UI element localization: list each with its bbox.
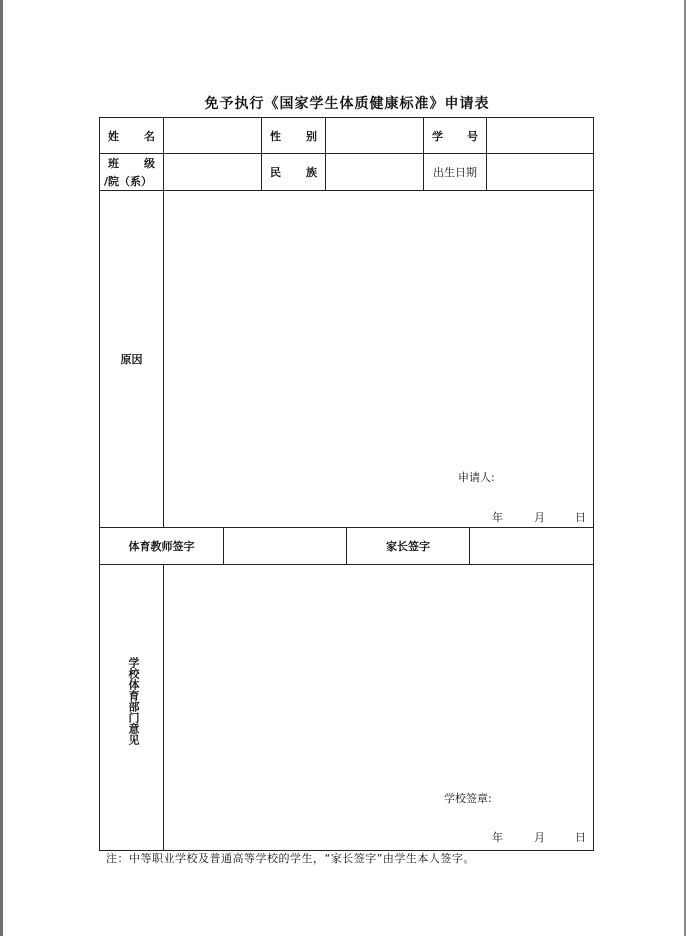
- gender-field[interactable]: [326, 118, 423, 153]
- reason-field[interactable]: [164, 191, 593, 527]
- school-date-day: 日: [575, 831, 586, 844]
- gender-label-char2: 别: [306, 129, 317, 143]
- student-id-field[interactable]: [487, 118, 593, 153]
- name-label-char2: 名: [144, 129, 155, 143]
- parent-signature-label: 家长签字: [386, 540, 430, 553]
- reason-date-month: 月: [534, 511, 545, 524]
- ethnicity-label: [262, 154, 325, 190]
- reason-date-day: 日: [575, 511, 586, 524]
- reason-date-year: 年: [492, 511, 503, 524]
- gender-label-char1: 性: [270, 129, 281, 143]
- footnote: 注：中等职业学校及普通高等学校的学生，“家长签字”由学生本人签字。: [106, 852, 475, 865]
- class-label: [100, 154, 163, 190]
- student-id-label-char1: 学: [432, 129, 443, 143]
- student-id-label-char2: 号: [467, 129, 478, 143]
- class-label-char2: 级: [144, 157, 155, 170]
- school-date-year: 年: [492, 831, 503, 844]
- pe-teacher-signature-field[interactable]: [224, 528, 346, 564]
- ethnicity-label-char1: 民: [270, 166, 281, 179]
- birth-date-field[interactable]: [487, 154, 593, 190]
- class-label-char1: 班: [108, 157, 119, 170]
- school-seal-label: 学校签章:: [444, 792, 492, 805]
- student-id-label: [424, 118, 486, 153]
- department-label: /院（系）: [104, 175, 153, 188]
- name-field[interactable]: [164, 118, 261, 153]
- school-opinion-field[interactable]: [164, 565, 593, 850]
- form-title: 免予执行《国家学生体质健康标准》申请表: [204, 96, 490, 112]
- pe-teacher-signature-label: 体育教师签字: [128, 540, 195, 553]
- name-label-char1: 姓: [108, 129, 119, 143]
- name-label: [100, 118, 163, 153]
- ethnicity-label-char2: 族: [306, 166, 317, 179]
- parent-signature-field[interactable]: [470, 528, 593, 564]
- class-field[interactable]: [164, 154, 261, 190]
- school-opinion-label: 学校体育部门意见: [127, 657, 140, 745]
- page-edge-left: [0, 0, 3, 936]
- reason-label: 原因: [120, 353, 143, 366]
- gender-label: [262, 118, 325, 153]
- school-date-month: 月: [534, 831, 545, 844]
- birth-date-label: 出生日期: [433, 166, 477, 179]
- rule-right: [593, 117, 594, 851]
- applicant-label: 申请人:: [458, 471, 495, 484]
- ethnicity-field[interactable]: [326, 154, 423, 190]
